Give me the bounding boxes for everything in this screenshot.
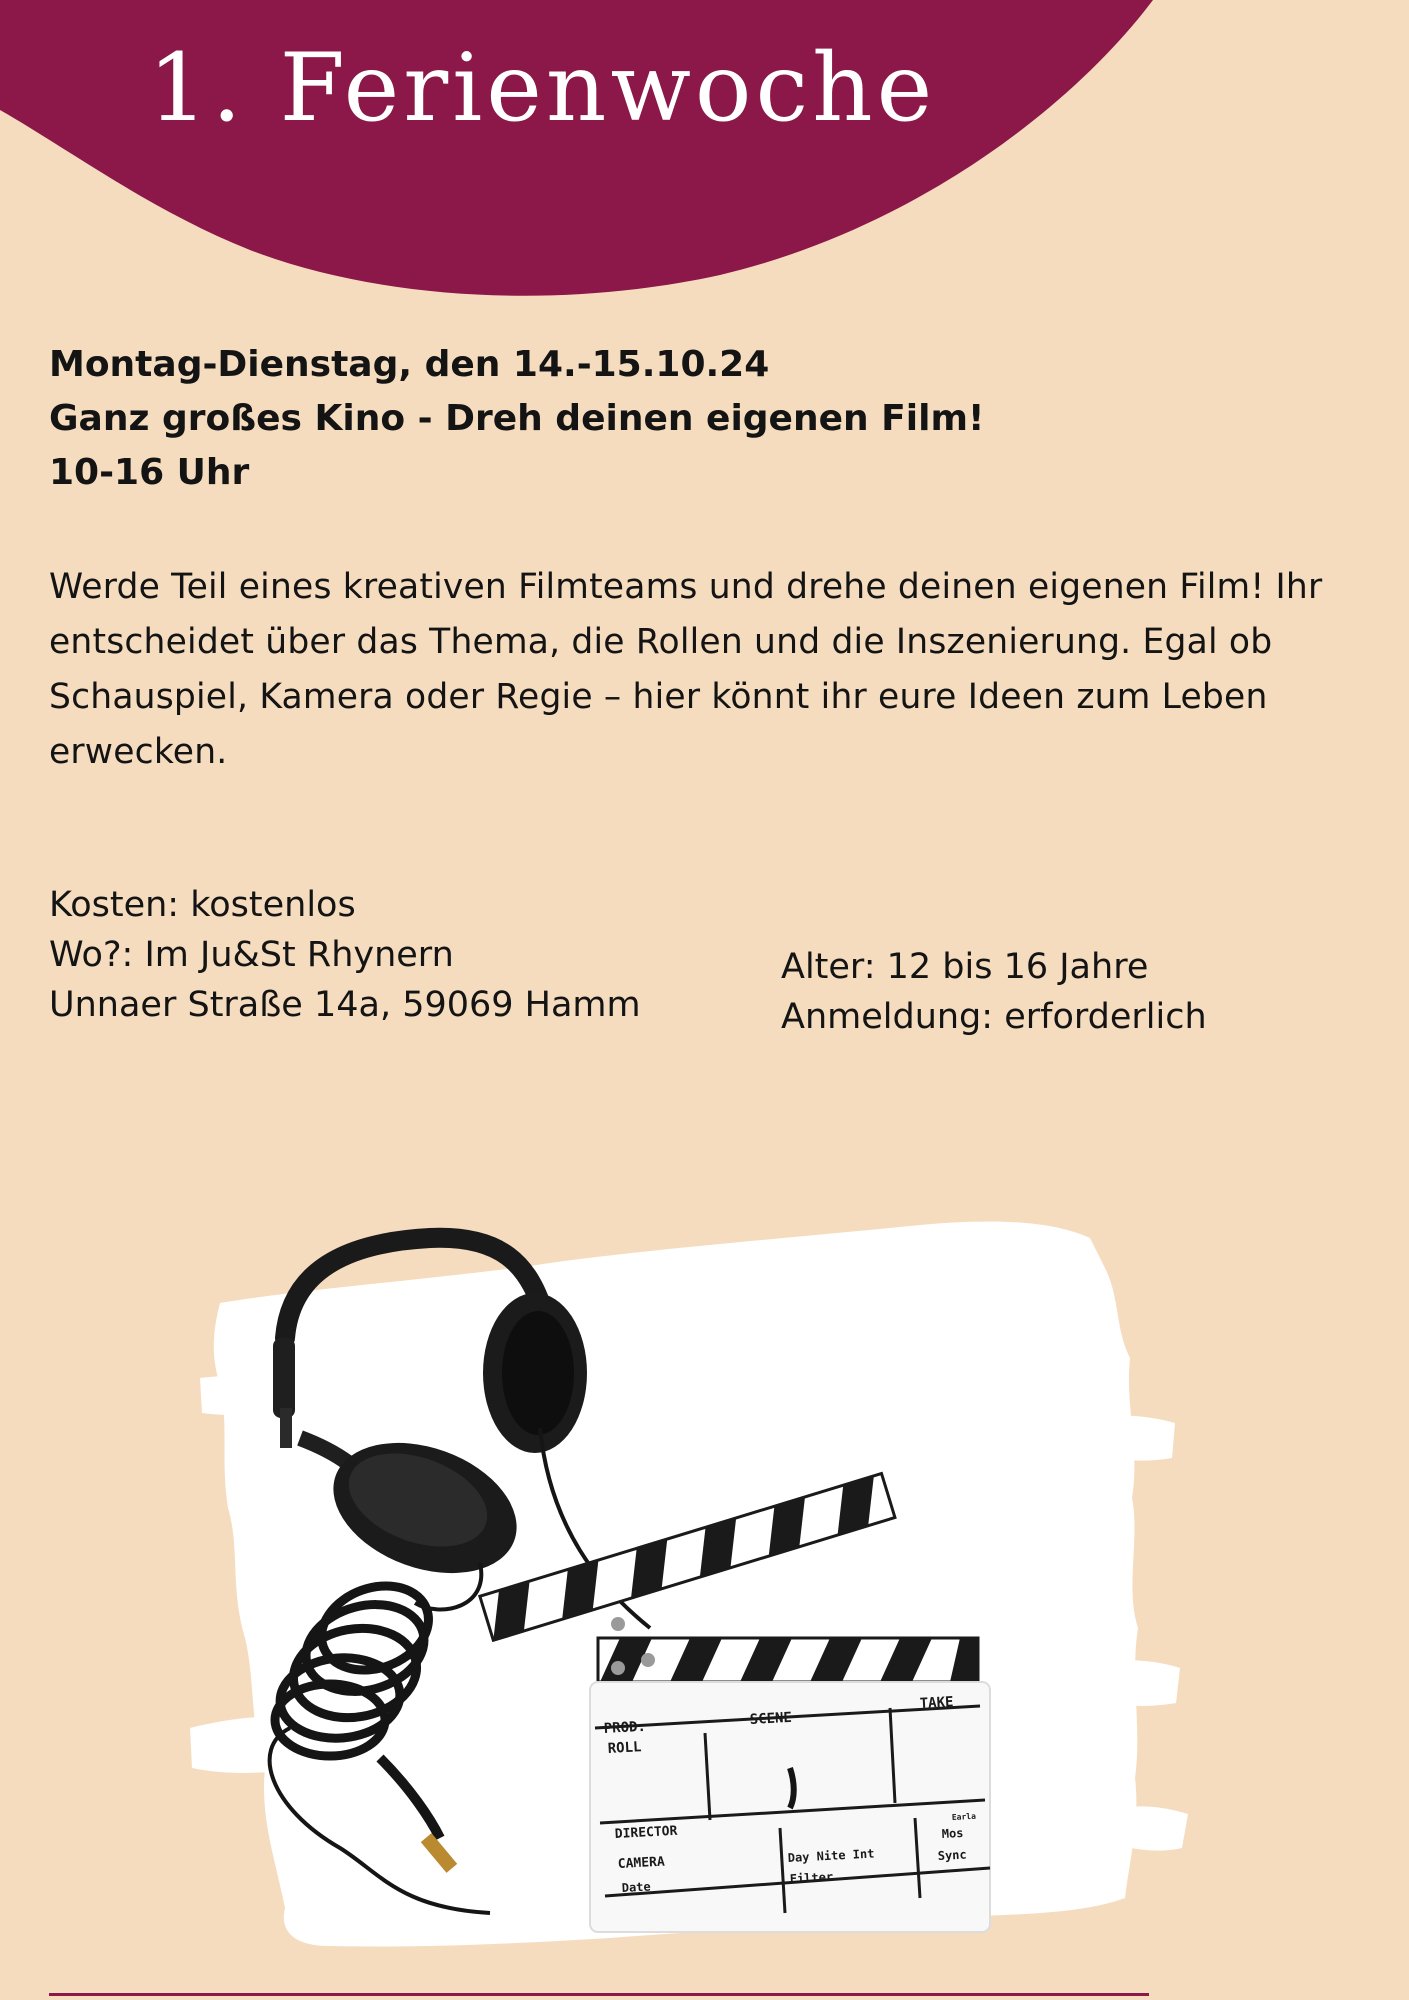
event-description: Werde Teil eines kreativen Filmteams und drehe deinen eigenen Film! Ihr entscheidet über das Thema, die Rollen und die Inszenierung. Egal ob Schauspiel, Kamera oder Regie – hier könnt ihr eure Ideen zum Leben erwecken.	[49, 567, 1323, 772]
info-left	[49, 880, 749, 1030]
event-time: 10-16 Uhr	[49, 452, 250, 493]
event-header	[49, 338, 1349, 500]
clapper-mos-label: Mos	[941, 1825, 964, 1841]
clapper-earla-label: Earla	[951, 1811, 977, 1822]
clapper-director-label: DIRECTOR	[614, 1823, 678, 1842]
age-info: Alter: 12 bis 16 Jahre	[781, 947, 1149, 987]
address-info: Unnaer Straße 14a, 59069 Hamm	[49, 985, 641, 1025]
page-title: 1. Ferienwoche	[148, 34, 937, 143]
clapper-date-label: Date	[621, 1879, 652, 1895]
info-right	[781, 942, 1341, 1042]
clapper-take-label: TAKE	[919, 1694, 954, 1712]
footer-divider	[49, 1993, 1149, 1996]
clapper-scene-label: SCENE	[749, 1709, 793, 1728]
clapper-sync-label: Sync	[937, 1847, 968, 1863]
clapper-filter-label: Filter	[789, 1869, 834, 1886]
location-info: Wo?: Im Ju&St Rhynern	[49, 935, 454, 975]
event-name: Ganz großes Kino - Dreh deinen eigenen Film!	[49, 398, 985, 439]
clapper-camera-label: CAMERA	[617, 1854, 666, 1872]
event-date: Montag-Dienstag, den 14.-15.10.24	[49, 344, 770, 385]
clapper-roll-label: ROLL	[607, 1739, 642, 1757]
registration-info: Anmeldung: erforderlich	[781, 997, 1207, 1037]
clapper-prod-label: PROD.	[603, 1718, 647, 1737]
headphones-clapperboard-photo	[190, 1208, 1210, 1950]
clapper-daynite-label: Day Nite Int	[787, 1846, 875, 1865]
cost-info: Kosten: kostenlos	[49, 885, 356, 925]
